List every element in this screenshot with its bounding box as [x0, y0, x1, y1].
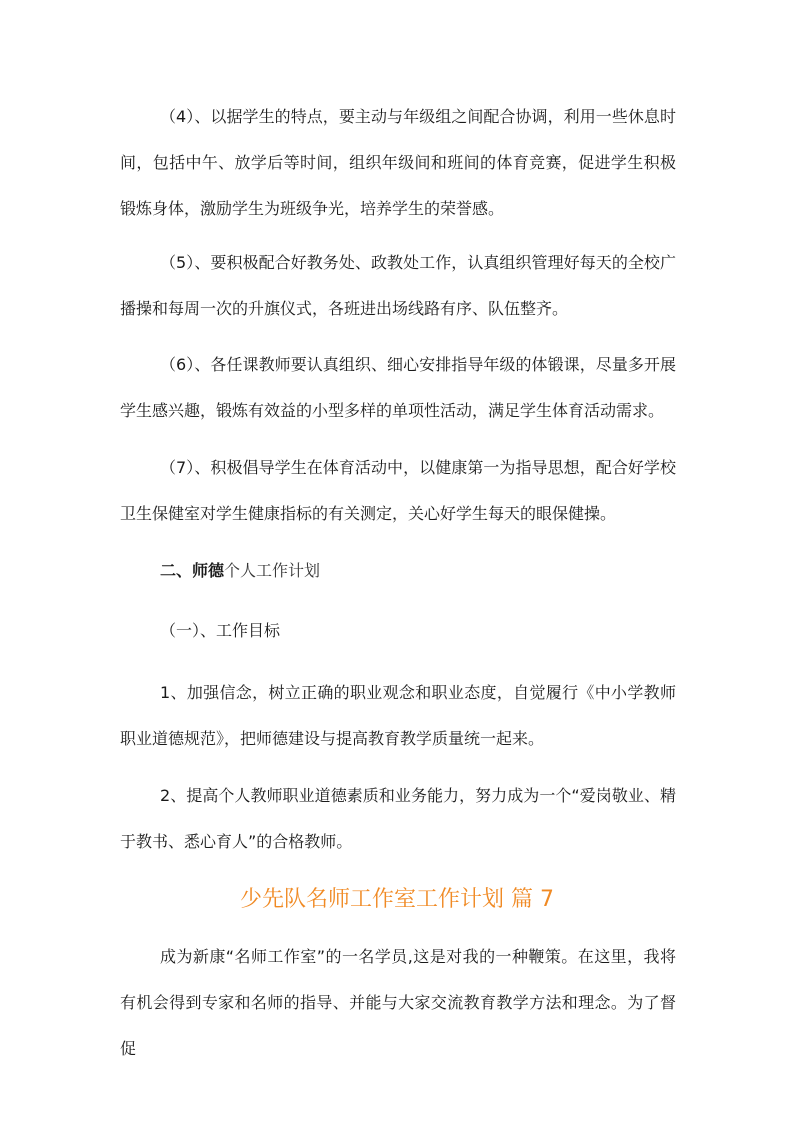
- list-item-1: 1、加强信念，树立正确的职业观念和职业态度，自觉履行《中小学教师职业道德规范》，把师德建设与提高教育教学质量统一起来。: [120, 683, 676, 748]
- subheading-work-goal: （一）、工作目标: [160, 621, 281, 640]
- paragraph-item-4: （4）、以据学生的特点，要主动与年级组之间配合协调，利用一些休息时间，包括中午、放学后等时间，组织年级间和班间的体育竞赛，促进学生积极锻炼身体，激励学生为班级争光，培养学生的荣誉感。: [120, 107, 676, 218]
- list-item-2: 2、提高个人教师职业道德素质和业务能力，努力成为一个“爱岗敬业、精于教书、悉心育人”的合格教师。: [120, 786, 676, 851]
- section-heading-2: [120, 548, 676, 594]
- article-title: 少先队名师工作室工作计划 篇 7: [240, 887, 554, 912]
- section-heading-bold: 二、师德: [160, 561, 225, 580]
- intro-paragraph: 成为新康“名师工作室”的一名学员,这是对我的一种鞭策。在这里，我将有机会得到专家和名师的指导、并能与大家交流教育教学方法和理念。为了督促: [120, 947, 676, 1058]
- paragraph-item-5: （5）、要积极配合好教务处、政教处工作，认真组织管理好每天的全校广播操和每周一次的升旗仪式，各班进出场线路有序、队伍整齐。: [120, 253, 676, 318]
- paragraph-item-6: （6）、各任课教师要认真组织、细心安排指导年级的体锻课，尽量多开展学生感兴趣，锻炼有效益的小型多样的单项性活动，满足学生体育活动需求。: [120, 355, 676, 420]
- section-heading-light: 个人工作计划: [224, 561, 321, 580]
- paragraph-item-7: （7）、积极倡导学生在体育活动中，以健康第一为指导思想，配合好学校卫生保健室对学生健康指标的有关测定，关心好学生每天的眼保健操。: [120, 458, 676, 523]
